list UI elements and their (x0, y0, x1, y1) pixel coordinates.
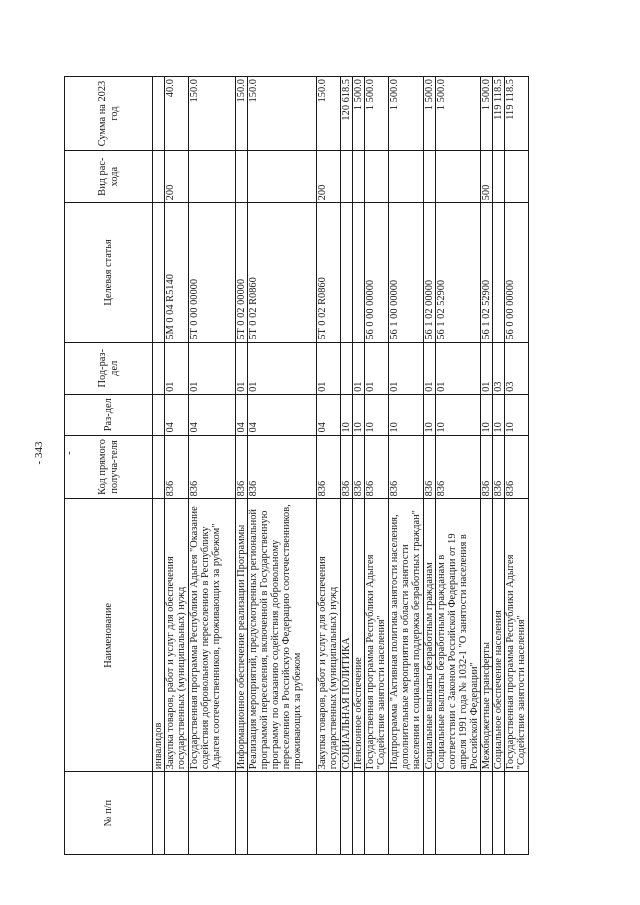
cell-recipient: 836 (424, 435, 436, 499)
cell-recipient: 836 (236, 435, 248, 499)
cell-section: 10 (436, 394, 481, 435)
cell-sum: 1 500.0 (389, 77, 424, 151)
cell-expense: 200 (165, 151, 189, 203)
cell-name: Информационное обеспечение реализации Программы (236, 499, 248, 772)
cell-subsection: 01 (236, 342, 248, 394)
cell-recipient: 836 (341, 435, 353, 499)
page-number: - 343 - (33, 441, 75, 465)
table-header-row (65, 77, 153, 855)
cell-num (353, 772, 365, 855)
cell-expense (236, 151, 248, 203)
cell-name: Подпрограмма "Активная политика занятости населения, дополнительные мероприятия в области занятости населения и социальная поддержка безработных граждан" (389, 499, 424, 772)
table-row (505, 77, 529, 855)
cell-expense (353, 151, 365, 203)
cell-subsection: 01 (424, 342, 436, 394)
cell-name: Социальное обеспечение населения (493, 499, 505, 772)
cell-sum: 119 118.5 (493, 77, 505, 151)
table-row (165, 77, 189, 855)
cell-section: 10 (481, 394, 493, 435)
cell-recipient: 836 (165, 435, 189, 499)
cell-section: 10 (424, 394, 436, 435)
cell-expense: 500 (481, 151, 493, 203)
cell-num (153, 772, 165, 855)
cell-section: 04 (248, 394, 317, 435)
header-sum: Сумма на 2023 год (65, 77, 153, 151)
cell-section: 04 (317, 394, 341, 435)
cell-sum: 1 500.0 (481, 77, 493, 151)
cell-recipient: 836 (505, 435, 529, 499)
cell-section: 04 (165, 394, 189, 435)
cell-expense (505, 151, 529, 203)
cell-expense (153, 151, 165, 203)
cell-section: 10 (505, 394, 529, 435)
table-row (436, 77, 481, 855)
cell-subsection: 01 (248, 342, 317, 394)
cell-name: Реализация мероприятий, предусмотренных региональной программой переселения, включенной в Государственную программу по оказанию содействия добровольному переселению в Российскую Федерацию соотечественников, проживающих за рубежом (248, 499, 317, 772)
table-row (365, 77, 389, 855)
cell-subsection: 03 (505, 342, 529, 394)
cell-num (493, 772, 505, 855)
cell-sum: 119 118.5 (505, 77, 529, 151)
cell-subsection: 01 (165, 342, 189, 394)
cell-section: 10 (493, 394, 505, 435)
table-row (353, 77, 365, 855)
cell-target: 5T 0 00 00000 (189, 203, 236, 342)
cell-num (505, 772, 529, 855)
table-row (153, 77, 165, 855)
cell-subsection: 01 (365, 342, 389, 394)
cell-num (436, 772, 481, 855)
cell-expense (248, 151, 317, 203)
cell-sum (153, 77, 165, 151)
cell-recipient: 836 (481, 435, 493, 499)
header-recipient: Код прямого получа-теля (65, 435, 153, 499)
cell-target: 56 1 00 00000 (389, 203, 424, 342)
cell-name: Закупка товаров, работ и услуг для обеспечения государственных (муниципальных) нужд (317, 499, 341, 772)
cell-name: Закупка товаров, работ и услуг для обеспечения государственных (муниципальных) нужд (165, 499, 189, 772)
cell-name: Государственная программа Республики Адыгея "Содействие занятости населения" (365, 499, 389, 772)
cell-recipient (153, 435, 165, 499)
cell-subsection: 01 (317, 342, 341, 394)
cell-sum: 150.0 (317, 77, 341, 151)
header-target: Целевая статья (65, 203, 153, 342)
cell-num (189, 772, 236, 855)
table-row (248, 77, 317, 855)
header-name: Наименование (65, 499, 153, 772)
cell-section: 10 (341, 394, 353, 435)
cell-recipient: 836 (248, 435, 317, 499)
cell-section: 04 (236, 394, 248, 435)
cell-target: 56 1 02 52900 (481, 203, 493, 342)
table-row (493, 77, 505, 855)
table-row (189, 77, 236, 855)
cell-sum: 40.0 (165, 77, 189, 151)
cell-target: 5M 0 04 R5140 (165, 203, 189, 342)
cell-subsection: 03 (493, 342, 505, 394)
cell-expense (436, 151, 481, 203)
cell-num (424, 772, 436, 855)
cell-num (341, 772, 353, 855)
cell-sum: 150.0 (236, 77, 248, 151)
cell-name: Государственная программа Республики Адыгея "Оказание содействия добровольному переселению в Республику Адыгея соотечественников, проживающих за рубежом" (189, 499, 236, 772)
cell-expense: 200 (317, 151, 341, 203)
cell-expense (493, 151, 505, 203)
cell-sum: 1 500.0 (365, 77, 389, 151)
cell-num (165, 772, 189, 855)
cell-sum: 1 500.0 (424, 77, 436, 151)
cell-subsection: 01 (353, 342, 365, 394)
cell-recipient: 836 (389, 435, 424, 499)
cell-sum: 150.0 (248, 77, 317, 151)
cell-target: 56 0 00 00000 (505, 203, 529, 342)
cell-name: Социальные выплаты безработным гражданам в соответствии с Законом Российской Федерации от 19 апреля 1991 года № 1032-1 "О занятости населения в Российской Федерации" (436, 499, 481, 772)
table-row (389, 77, 424, 855)
header-expense: Вид рас-хода (65, 151, 153, 203)
cell-subsection: 01 (389, 342, 424, 394)
cell-num (365, 772, 389, 855)
cell-section: 04 (189, 394, 236, 435)
cell-recipient: 836 (189, 435, 236, 499)
cell-subsection: 01 (436, 342, 481, 394)
cell-section: 10 (365, 394, 389, 435)
cell-target (153, 203, 165, 342)
cell-section (153, 394, 165, 435)
cell-expense (341, 151, 353, 203)
cell-num (389, 772, 424, 855)
cell-name: Государственная программа Республики Адыгея "Содействие занятости населения" (505, 499, 529, 772)
cell-sum: 120 618.5 (341, 77, 353, 151)
cell-target: 5T 0 02 R0860 (248, 203, 317, 342)
cell-num (317, 772, 341, 855)
cell-sum: 1 500.0 (353, 77, 365, 151)
cell-expense (389, 151, 424, 203)
table-row (317, 77, 341, 855)
cell-name: Межбюджетные трансферты (481, 499, 493, 772)
cell-target: 5T 0 02 00000 (236, 203, 248, 342)
cell-name: СОЦИАЛЬНАЯ ПОЛИТИКА (341, 499, 353, 772)
cell-num (236, 772, 248, 855)
cell-target (341, 203, 353, 342)
cell-target: 56 1 02 52900 (436, 203, 481, 342)
table-row (424, 77, 436, 855)
cell-recipient: 836 (436, 435, 481, 499)
cell-target (493, 203, 505, 342)
cell-num (248, 772, 317, 855)
cell-section: 10 (353, 394, 365, 435)
cell-section: 10 (389, 394, 424, 435)
header-num: № п/п (65, 772, 153, 855)
cell-subsection (341, 342, 353, 394)
table-row (341, 77, 353, 855)
cell-recipient: 836 (493, 435, 505, 499)
table-row (236, 77, 248, 855)
cell-expense (365, 151, 389, 203)
header-section: Раз-дел (65, 394, 153, 435)
cell-name: инвалидов (153, 499, 165, 772)
budget-table (64, 76, 529, 855)
cell-recipient: 836 (365, 435, 389, 499)
cell-expense (189, 151, 236, 203)
cell-name: Пенсионное обеспечение (353, 499, 365, 772)
cell-target: 5T 0 02 R0860 (317, 203, 341, 342)
cell-name: Социальные выплаты безработным гражданам (424, 499, 436, 772)
cell-sum: 150.0 (189, 77, 236, 151)
cell-num (481, 772, 493, 855)
cell-target (353, 203, 365, 342)
cell-sum: 1 500.0 (436, 77, 481, 151)
cell-target: 56 1 02 00000 (424, 203, 436, 342)
cell-recipient: 836 (317, 435, 341, 499)
cell-subsection: 01 (481, 342, 493, 394)
cell-expense (424, 151, 436, 203)
cell-subsection (153, 342, 165, 394)
header-subsection: Под-раз-дел (65, 342, 153, 394)
cell-subsection: 01 (189, 342, 236, 394)
cell-recipient: 836 (353, 435, 365, 499)
cell-target: 56 0 00 00000 (365, 203, 389, 342)
table-row (481, 77, 493, 855)
rotated-table-container (64, 76, 562, 855)
